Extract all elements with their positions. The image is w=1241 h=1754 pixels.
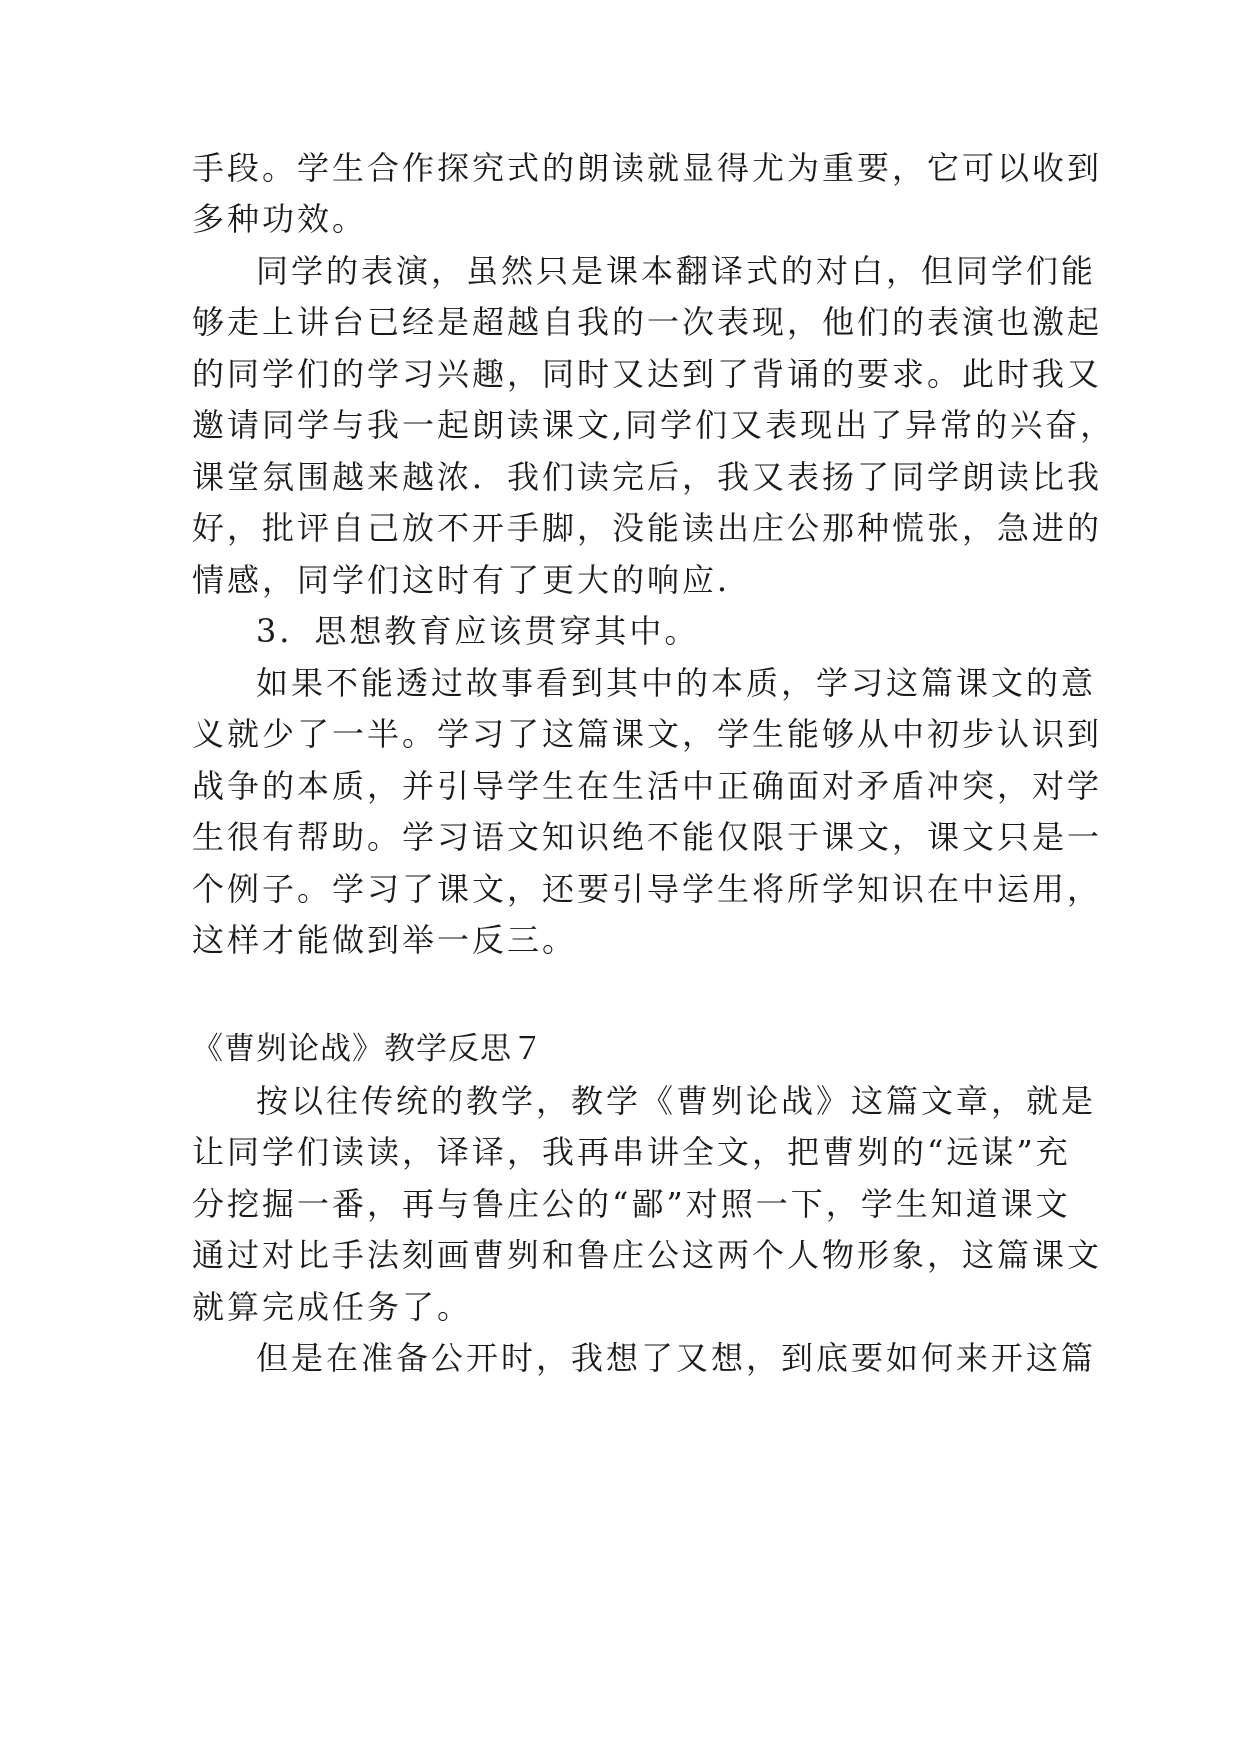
text-line: 多种功效。 (192, 200, 368, 238)
text-line: 就算完成任务了。 (192, 1288, 473, 1326)
article-title: 《曹刿论战》教学反思７ (192, 1031, 544, 1067)
text-line: 战争的本质，并引导学生在生活中正确面对矛盾冲突，对学 (192, 767, 1103, 805)
text-line: 通过对比手法刻画曹刿和鲁庄公这两个人物形象，这篇课文 (192, 1236, 1103, 1274)
text-line: 让同学们读读，译译，我再串讲全文，把曹刿的“远谋”充 (192, 1133, 1071, 1171)
paragraph-start-line: 同学的表演，虽然只是课本翻译式的对白，但同学们能 (256, 252, 1097, 290)
text-line: 够走上讲台已经是超越自我的一次表现，他们的表演也激起 (192, 303, 1103, 341)
text-line: 情感，同学们这时有了更大的响应． (192, 561, 753, 599)
section-heading: 3．思想教育应该贯穿其中。 (256, 612, 700, 650)
text-line: 好，批评自己放不开手脚，没能读出庄公那种慌张，急进的 (192, 509, 1103, 547)
text-line: 生很有帮助。学习语文知识绝不能仅限于课文，课文只是一 (192, 818, 1103, 856)
text-line: 课堂氛围越来越浓．我们读完后，我又表扬了同学朗读比我 (192, 458, 1103, 496)
text-line: 的同学们的学习兴趣，同时又达到了背诵的要求。此时我又 (192, 355, 1103, 393)
text-line: 这样才能做到举一反三。 (192, 921, 578, 959)
text-line: 分挖掘一番，再与鲁庄公的“鄙”对照一下，学生知道课文 (192, 1185, 1071, 1223)
text-line: 邀请同学与我一起朗读课文,同学们又表现出了异常的兴奋， (192, 406, 1116, 444)
text-line: 义就少了一半。学习了这篇课文，学生能够从中初步认识到 (192, 715, 1103, 753)
paragraph-start-line: 按以往传统的教学，教学《曹刿论战》这篇文章，就是 (256, 1082, 1097, 1120)
paragraph-start-line: 但是在准备公开时，我想了又想，到底要如何来开这篇 (256, 1339, 1097, 1377)
text-line: 手段。学生合作探究式的朗读就显得尤为重要，它可以收到 (192, 149, 1103, 187)
paragraph-start-line: 如果不能透过故事看到其中的本质，学习这篇课文的意 (256, 664, 1097, 702)
text-line: 个例子。学习了课文，还要引导学生将所学知识在中运用， (192, 870, 1103, 908)
